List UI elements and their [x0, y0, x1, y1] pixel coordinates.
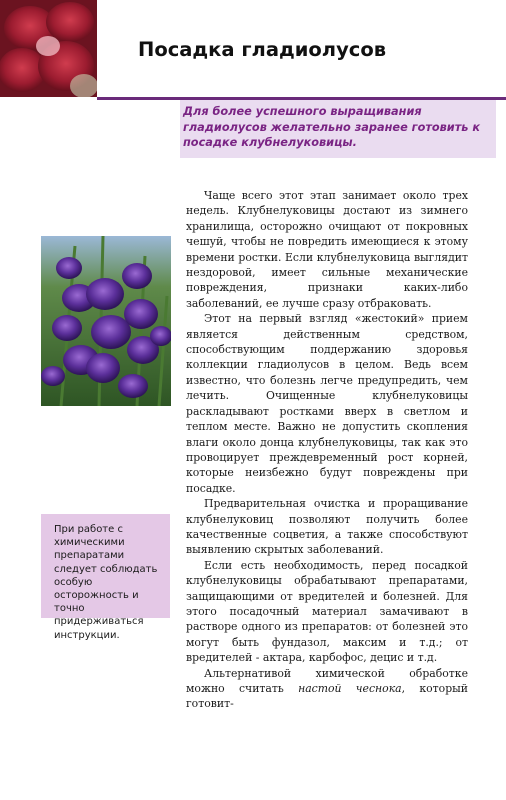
last-paragraph-emphasis: настой чеснока: [298, 682, 402, 695]
last-paragraph-start: Альтернативой химической обработке можно считать: [186, 666, 468, 695]
page-title: Посадка гладиолусов: [138, 38, 387, 61]
body-paragraph-last: [186, 666, 468, 712]
body-paragraph: Чаще всего этот этап занимает около трех недель. Клубнелуковицы достают из зимнего хранилища, осторожно очищают от покровных чешуй, чтобы не повредить имеющиеся к этому времени ростки. Если клубнелуковица выглядит нездоровой, имеет сильные механические повреждения, признаки каких-либо заболеваний, ее лучше сразу отбраковать.: [186, 189, 468, 310]
body-paragraph: Этот на первый взгляд «жестокий» прием является действенным средством, способствующим поддержанию здоровья коллекции гладиолусов в целом. Ведь всем известно, что болезнь легче предупредить, чем лечить. Очищенные клубнелуковицы раскладывают ростками вверх в светлом и теплом месте. Важно не допустить скопления влаги около донца клубнелуковицы, так как это провоцирует преждевременный рост корней, которые неизбежно будут повреждены при посадке.: [186, 312, 468, 495]
last-paragraph-end: , который готовит-: [186, 682, 468, 711]
sidebar-note-text: При работе с химическими препаратами следует соблюдать особую осторожность и точно придерживаться инструкции.: [54, 524, 158, 641]
flower-photo: [41, 236, 171, 406]
body-text: [186, 188, 468, 712]
body-paragraph: Предварительная очистка и проращивание клубнелуковиц позволяют получить более качественные соцветия, а также способствуют выявлению скрытых заболеваний.: [186, 497, 468, 557]
body-paragraph: Если есть необходимость, перед посадкой клубнелуковицы обрабатывают препаратами, защищающими от вредителей и болезней. Для этого посадочный материал замачивают в растворе одного из препаратов: от болезней это могут быть фундазол, максим и т.д.; от вредителей - актара, карбофос, децис и т.д.: [186, 558, 468, 665]
intro-text: Для более успешного выращивания гладиолусов желательно заранее готовить к посадке клубнелуковицы.: [183, 105, 480, 149]
corner-photo: [0, 0, 97, 97]
